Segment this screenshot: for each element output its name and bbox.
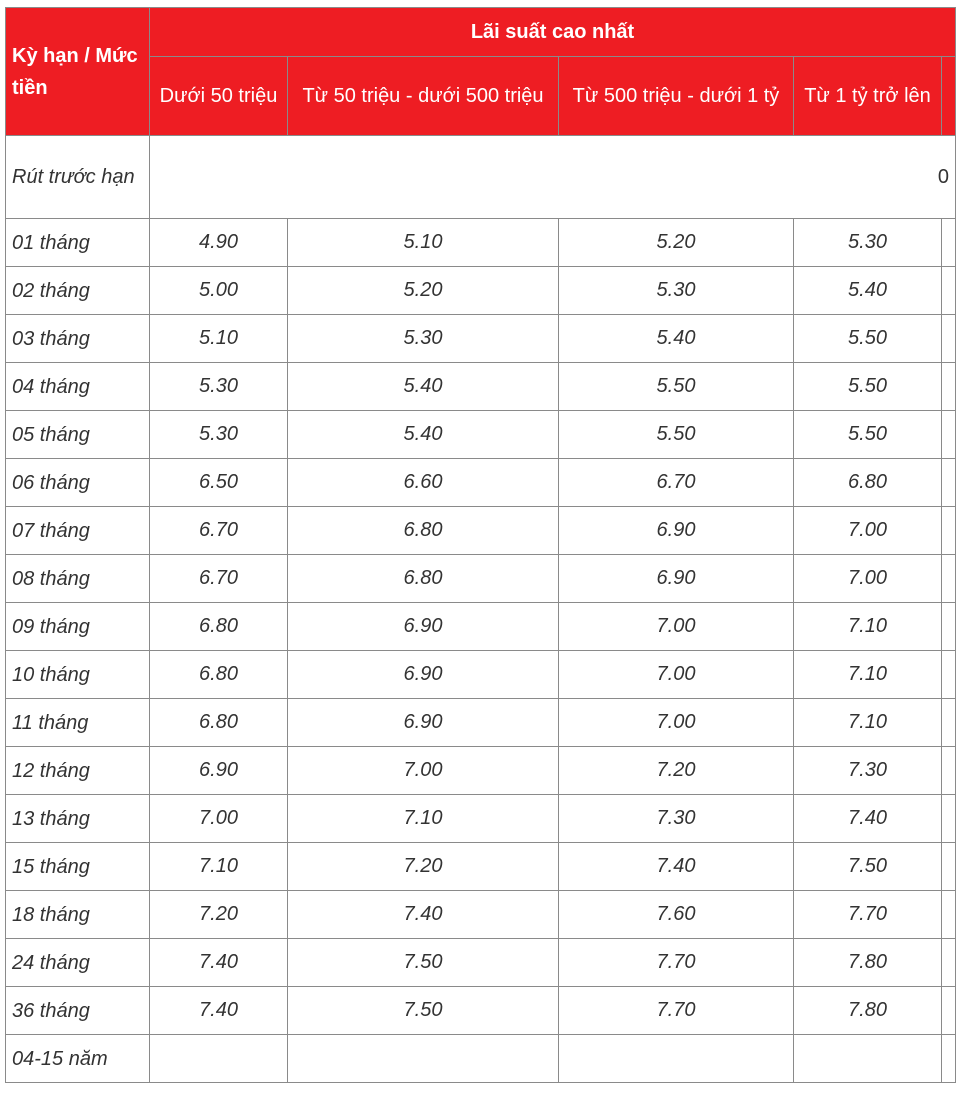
table-row [6, 699, 956, 747]
rate-cell: 7.00 [288, 747, 559, 795]
table-row [6, 939, 956, 987]
interest-rate-table [5, 7, 956, 1083]
term-cell: 36 tháng [6, 987, 150, 1035]
rate-cell: 6.90 [288, 651, 559, 699]
rate-cell: 6.50 [150, 459, 288, 507]
extra-cell [942, 939, 956, 987]
term-cell: 18 tháng [6, 891, 150, 939]
rate-cell: 5.50 [559, 411, 794, 459]
term-cell: 24 tháng [6, 939, 150, 987]
rate-cell: 7.70 [794, 891, 942, 939]
table-row [6, 603, 956, 651]
rate-cell: 5.50 [794, 363, 942, 411]
term-cell: 04 tháng [6, 363, 150, 411]
rate-cell: 7.80 [794, 987, 942, 1035]
extra-cell [942, 363, 956, 411]
rate-cell: 5.30 [150, 363, 288, 411]
rate-cell: 6.90 [559, 507, 794, 555]
rate-cell: 6.80 [794, 459, 942, 507]
table-row [6, 267, 956, 315]
term-cell: 03 tháng [6, 315, 150, 363]
rate-cell: 5.20 [288, 267, 559, 315]
column-header-under-50m: Dưới 50 triệu [150, 57, 288, 136]
rate-cell: 7.20 [288, 843, 559, 891]
term-cell: 07 tháng [6, 507, 150, 555]
table-row [6, 411, 956, 459]
rate-cell: 6.70 [150, 555, 288, 603]
rate-cell: 7.70 [559, 939, 794, 987]
rate-cell: 6.80 [288, 555, 559, 603]
empty-rate-cell [150, 1035, 288, 1083]
table-row [6, 651, 956, 699]
term-cell: 09 tháng [6, 603, 150, 651]
table-row [6, 315, 956, 363]
rate-cell: 7.30 [794, 747, 942, 795]
rate-cell: 7.40 [288, 891, 559, 939]
rate-cell: 6.70 [150, 507, 288, 555]
rate-cell: 0 [150, 136, 956, 219]
table-row [6, 891, 956, 939]
term-cell: 01 tháng [6, 219, 150, 267]
rate-cell: 6.70 [559, 459, 794, 507]
rate-cell: 5.10 [288, 219, 559, 267]
max-rate-group-header: Lãi suất cao nhất [150, 8, 956, 57]
rate-cell: 7.00 [794, 555, 942, 603]
rate-cell: 7.70 [559, 987, 794, 1035]
rate-cell: 7.80 [794, 939, 942, 987]
term-cell: 04-15 năm [6, 1035, 150, 1083]
term-cell: Rút trước hạn [6, 136, 150, 219]
extra-cell [942, 603, 956, 651]
column-header-500m-1b: Từ 500 triệu - dưới 1 tỷ [559, 57, 794, 136]
rate-cell: 7.10 [794, 603, 942, 651]
extra-cell [942, 219, 956, 267]
column-header-over-1b: Từ 1 tỷ trở lên [794, 57, 942, 136]
extra-cell [942, 843, 956, 891]
rate-cell: 7.10 [794, 699, 942, 747]
rate-cell: 7.10 [150, 843, 288, 891]
term-cell: 06 tháng [6, 459, 150, 507]
rate-cell: 6.80 [150, 603, 288, 651]
extra-cell [942, 267, 956, 315]
table-row [6, 795, 956, 843]
table-row [6, 747, 956, 795]
rate-cell: 7.50 [794, 843, 942, 891]
rate-cell: 6.90 [559, 555, 794, 603]
rate-cell: 7.50 [288, 987, 559, 1035]
term-cell: 10 tháng [6, 651, 150, 699]
extra-cell [942, 411, 956, 459]
table-row [6, 555, 956, 603]
extra-cell [942, 699, 956, 747]
rate-cell: 7.40 [150, 987, 288, 1035]
rate-cell: 7.00 [559, 651, 794, 699]
rate-cell: 4.90 [150, 219, 288, 267]
table-row [6, 219, 956, 267]
extra-cell [942, 651, 956, 699]
extra-cell [942, 987, 956, 1035]
rate-table-container [5, 7, 950, 1083]
rate-cell: 5.50 [559, 363, 794, 411]
rate-cell: 7.00 [150, 795, 288, 843]
term-column-header: Kỳ hạn / Mức tiền [6, 8, 150, 136]
table-row [6, 363, 956, 411]
extra-cell [942, 315, 956, 363]
term-cell: 05 tháng [6, 411, 150, 459]
extra-cell [942, 795, 956, 843]
rate-cell: 6.90 [288, 699, 559, 747]
term-cell: 11 tháng [6, 699, 150, 747]
rate-cell: 5.40 [288, 363, 559, 411]
rate-cell: 7.40 [559, 843, 794, 891]
extra-cell [942, 555, 956, 603]
empty-rate-cell [288, 1035, 559, 1083]
rate-cell: 7.20 [559, 747, 794, 795]
table-row-long-term [6, 1035, 956, 1083]
rate-cell: 5.30 [794, 219, 942, 267]
rate-cell: 5.30 [150, 411, 288, 459]
term-cell: 08 tháng [6, 555, 150, 603]
rate-cell: 7.10 [794, 651, 942, 699]
column-header-extra [942, 57, 956, 136]
empty-rate-cell [559, 1035, 794, 1083]
rate-cell: 5.40 [559, 315, 794, 363]
rate-cell: 7.50 [288, 939, 559, 987]
rate-cell: 5.40 [288, 411, 559, 459]
rate-cell: 6.80 [288, 507, 559, 555]
rate-cell: 7.60 [559, 891, 794, 939]
rate-cell: 6.90 [288, 603, 559, 651]
rate-cell: 6.60 [288, 459, 559, 507]
rate-cell: 5.30 [559, 267, 794, 315]
term-cell: 02 tháng [6, 267, 150, 315]
rate-cell: 6.80 [150, 699, 288, 747]
term-cell: 13 tháng [6, 795, 150, 843]
empty-rate-cell [794, 1035, 942, 1083]
term-cell: 15 tháng [6, 843, 150, 891]
table-row [6, 843, 956, 891]
rate-cell: 5.30 [288, 315, 559, 363]
rate-cell: 7.00 [559, 603, 794, 651]
rate-cell: 5.10 [150, 315, 288, 363]
rate-cell: 7.10 [288, 795, 559, 843]
table-row [6, 507, 956, 555]
table-row [6, 987, 956, 1035]
rate-cell: 7.20 [150, 891, 288, 939]
extra-cell [942, 747, 956, 795]
rate-cell: 6.90 [150, 747, 288, 795]
rate-cell: 7.40 [150, 939, 288, 987]
rate-cell: 5.50 [794, 315, 942, 363]
rate-cell: 7.00 [559, 699, 794, 747]
empty-rate-cell [942, 1035, 956, 1083]
rate-cell: 6.80 [150, 651, 288, 699]
rate-cell: 5.00 [150, 267, 288, 315]
extra-cell [942, 891, 956, 939]
extra-cell [942, 507, 956, 555]
column-header-50m-500m: Từ 50 triệu - dưới 500 triệu [288, 57, 559, 136]
table-row [6, 459, 956, 507]
rate-cell: 7.00 [794, 507, 942, 555]
rate-cell: 5.50 [794, 411, 942, 459]
table-row-early-withdrawal [6, 136, 956, 219]
rate-cell: 5.20 [559, 219, 794, 267]
rate-cell: 7.30 [559, 795, 794, 843]
rate-cell: 7.40 [794, 795, 942, 843]
term-cell: 12 tháng [6, 747, 150, 795]
rate-cell: 5.40 [794, 267, 942, 315]
extra-cell [942, 459, 956, 507]
